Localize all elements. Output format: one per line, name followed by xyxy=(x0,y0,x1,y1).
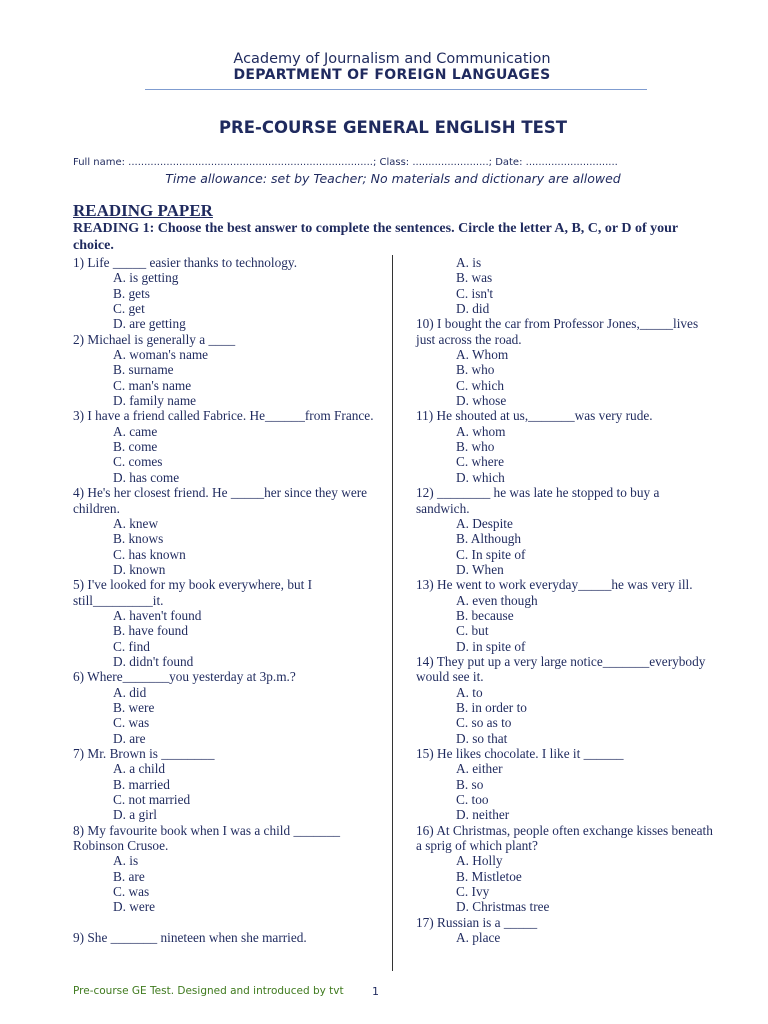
answer-option[interactable]: C. was xyxy=(113,715,150,731)
answer-option[interactable]: A. haven't found xyxy=(113,607,202,623)
question-stem: 4) He's her closest friend. He _____her since they were children. xyxy=(73,485,368,516)
answer-option[interactable]: C. too xyxy=(456,792,489,808)
answer-option[interactable]: A. is xyxy=(456,255,482,270)
answer-option[interactable]: D. known xyxy=(113,561,166,577)
answer-option[interactable]: D. family name xyxy=(113,393,197,409)
question-stem: 3) I have a friend called Fabrice. He______from France. xyxy=(73,408,374,424)
spacer xyxy=(73,915,383,930)
answer-option[interactable]: B. who xyxy=(456,362,495,378)
section-heading: READING PAPER xyxy=(73,201,213,220)
question-stem: 6) Where_______you yesterday at 3p.m.? xyxy=(73,669,296,685)
answer-option[interactable]: A. woman's name xyxy=(113,347,209,363)
answer-option[interactable]: C. man's name xyxy=(113,377,192,393)
answer-option[interactable]: B. Mistletoe xyxy=(456,868,522,884)
department-name: DEPARTMENT OF FOREIGN LANGUAGES xyxy=(233,67,551,83)
answer-option[interactable]: A. is xyxy=(113,853,139,869)
question-stem: 5) I've looked for my book everywhere, but I still_________it. xyxy=(73,577,313,608)
answer-option[interactable]: B. gets xyxy=(113,285,150,301)
answer-option[interactable]: A. whom xyxy=(456,423,506,439)
answer-option[interactable]: A. place xyxy=(456,930,501,946)
answer-option[interactable]: A. a child xyxy=(113,761,166,777)
answer-option[interactable]: B. because xyxy=(456,607,514,623)
answer-option[interactable]: D. did xyxy=(456,301,490,317)
answer-option[interactable]: C. Ivy xyxy=(456,884,490,900)
page-number: 1 xyxy=(372,985,379,998)
answer-option[interactable]: B. Although xyxy=(456,531,522,547)
footer-text: Pre-course GE Test. Designed and introduced by tvt xyxy=(73,985,344,997)
student-info-line: Full name: .............................................................................; Class: ........................; Date: ............................. xyxy=(73,157,618,168)
answer-option[interactable]: B. are xyxy=(113,868,145,884)
answer-option[interactable]: D. Christmas tree xyxy=(456,899,550,915)
answer-option[interactable]: A. knew xyxy=(113,515,159,531)
answer-option[interactable]: C. isn't xyxy=(456,285,494,301)
answer-option[interactable]: D. When xyxy=(456,561,504,577)
question-stem: 8) My favourite book when I was a child _______ Robinson Crusoe. xyxy=(73,822,340,854)
answer-option[interactable]: C. not married xyxy=(113,792,191,808)
time-allowance-note: Time allowance: set by Teacher; No materials and dictionary are allowed xyxy=(165,171,621,186)
answer-option[interactable]: D. a girl xyxy=(113,807,157,823)
test-title: PRE-COURSE GENERAL ENGLISH TEST xyxy=(218,118,568,137)
answer-option[interactable]: B. were xyxy=(113,699,155,715)
question-stem: 12) ________ he was late he stopped to buy a sandwich. xyxy=(416,485,660,516)
column-divider xyxy=(392,255,393,971)
answer-option[interactable]: C. so as to xyxy=(456,715,512,731)
answer-option[interactable]: C. In spite of xyxy=(456,546,526,562)
answer-option[interactable]: B. married xyxy=(113,776,170,792)
answer-option[interactable]: B. knows xyxy=(113,531,164,547)
answer-option[interactable]: D. are getting xyxy=(113,316,186,332)
answer-option[interactable]: B. who xyxy=(456,439,495,455)
answer-option[interactable]: D. has come xyxy=(113,469,180,485)
question-stem: 14) They put up a very large notice_______everybody would see it. xyxy=(416,653,706,685)
answer-option[interactable]: B. surname xyxy=(113,362,174,378)
answer-option[interactable]: C. find xyxy=(113,638,150,654)
header-divider xyxy=(145,89,647,90)
question-stem: 16) At Christmas, people often exchange kisses beneath a sprig of which plant? xyxy=(416,822,713,854)
answer-option[interactable]: A. either xyxy=(456,761,503,777)
answer-option[interactable]: A. even though xyxy=(456,592,538,608)
question-stem: 17) Russian is a _____ xyxy=(416,914,538,930)
reading-instruction: READING 1: Choose the best answer to complete the sentences. Circle the letter A, B, C, or D of your choice. xyxy=(73,221,678,253)
answer-option[interactable]: D. didn't found xyxy=(113,653,194,669)
questions-left-column xyxy=(73,255,383,945)
answer-option[interactable]: D. in spite of xyxy=(456,638,526,654)
question-stem: 10) I bought the car from Professor Jones,_____lives just across the road. xyxy=(416,316,699,347)
answer-option[interactable]: A. to xyxy=(456,684,483,700)
answer-option[interactable]: A. came xyxy=(113,423,158,439)
question-stem: 7) Mr. Brown is ________ xyxy=(73,746,215,761)
answer-option[interactable]: B. was xyxy=(456,270,493,286)
answer-option[interactable]: D. so that xyxy=(456,730,508,746)
answer-option[interactable]: D. are xyxy=(113,730,146,746)
question-stem: 13) He went to work everyday_____he was very ill. xyxy=(416,577,693,593)
answer-option[interactable]: B. in order to xyxy=(456,699,527,715)
question-stem: 11) He shouted at us,_______was very rude. xyxy=(416,408,653,424)
answer-option[interactable]: C. comes xyxy=(113,454,163,470)
answer-option[interactable]: A. Holly xyxy=(456,853,503,869)
answer-option[interactable]: D. were xyxy=(113,899,156,915)
answer-option[interactable]: C. where xyxy=(456,454,504,470)
answer-option[interactable]: A. is getting xyxy=(113,270,179,286)
answer-option[interactable]: B. have found xyxy=(113,623,188,639)
answer-option[interactable]: C. get xyxy=(113,301,145,317)
answer-option[interactable]: D. which xyxy=(456,469,505,485)
answer-option[interactable]: B. come xyxy=(113,439,158,455)
question-stem: 1) Life _____ easier thanks to technology. xyxy=(73,255,298,270)
answer-option[interactable]: A. Despite xyxy=(456,515,513,531)
question-stem: 9) She _______ nineteen when she married. xyxy=(73,930,307,946)
answer-option[interactable]: A. Whom xyxy=(456,347,509,363)
institution-name: Academy of Journalism and Communication xyxy=(233,51,551,67)
question-stem: 15) He likes chocolate. I like it ______ xyxy=(416,746,624,761)
answer-option[interactable]: C. was xyxy=(113,884,150,900)
question-stem: 2) Michael is generally a ____ xyxy=(73,331,236,347)
answer-option[interactable]: C. has known xyxy=(113,546,186,562)
answer-option[interactable]: A. did xyxy=(113,684,147,700)
answer-option[interactable]: B. so xyxy=(456,776,484,792)
answer-option[interactable]: C. but xyxy=(456,623,489,639)
answer-option[interactable]: C. which xyxy=(456,377,505,393)
questions-right-column xyxy=(416,255,716,945)
answer-option[interactable]: D. whose xyxy=(456,393,507,409)
answer-option[interactable]: D. neither xyxy=(456,807,510,823)
